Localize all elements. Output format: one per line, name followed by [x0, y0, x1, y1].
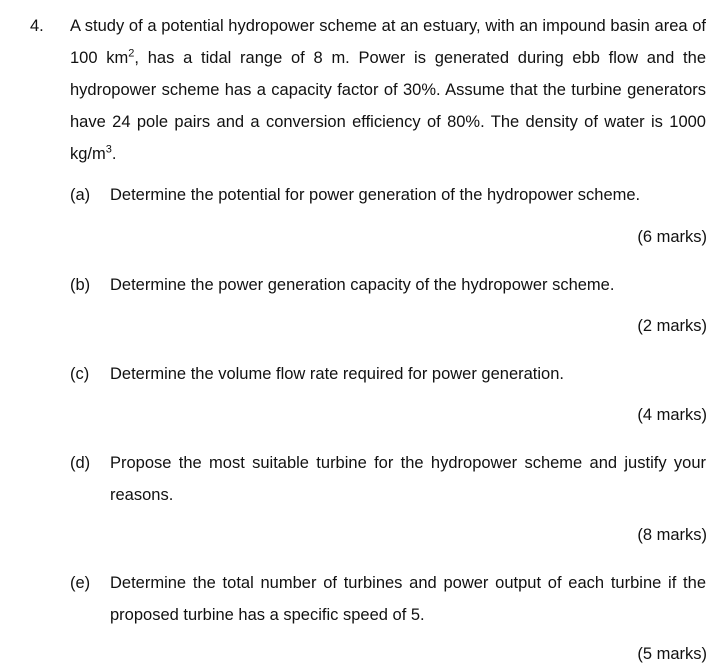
part-a-text: Determine the potential for power generation of the hydropower scheme. — [110, 186, 641, 204]
part-b-marks: (2 marks) — [637, 317, 707, 335]
part-c-marks: (4 marks) — [637, 406, 707, 424]
stem-superscript-volume: 3 — [105, 143, 112, 156]
part-b-label: (b) — [70, 276, 91, 294]
part-d-marks: (8 marks) — [637, 526, 707, 544]
part-c-label: (c) — [70, 365, 90, 383]
part-a-marks: (6 marks) — [637, 228, 707, 246]
stem-text-1: A study of a potential hydropower scheme at an estuary, with an impound basin area of 100 km — [70, 17, 706, 67]
stem-superscript-area: 2 — [128, 47, 135, 60]
part-a-label: (a) — [70, 186, 91, 204]
part-d-label: (d) — [70, 454, 91, 472]
stem-text-3: . — [111, 145, 117, 163]
question-number: 4. — [30, 17, 44, 35]
question-stem — [70, 10, 706, 170]
stem-text-2: , has a tidal range of 8 m. Power is generated during ebb flow and the hydropower scheme has a capacity factor of 30%. Assume that the turbine generators have 24 pole pairs and a conversion efficiency of 80%. The density of water is 1000 kg/m — [70, 49, 706, 163]
part-e-text: Determine the total number of turbines and power output of each turbine if the proposed turbine has a specific speed of 5. — [110, 574, 706, 624]
part-e-label: (e) — [70, 574, 91, 592]
part-b-text: Determine the power generation capacity of the hydropower scheme. — [110, 276, 615, 294]
part-e-marks: (5 marks) — [637, 645, 707, 663]
part-d-text: Propose the most suitable turbine for the hydropower scheme and justify your reasons. — [110, 454, 706, 504]
part-c-text: Determine the volume flow rate required for power generation. — [110, 365, 564, 383]
